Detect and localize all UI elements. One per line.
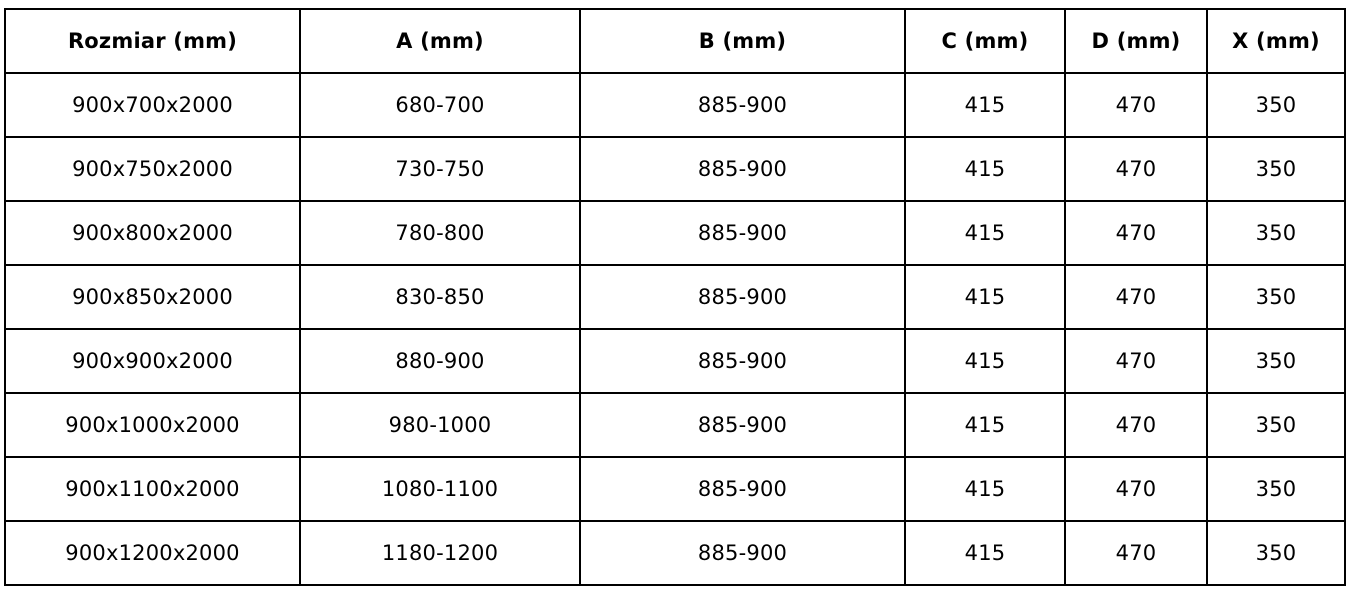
cell-a: 1080-1100 [300, 457, 580, 521]
cell-x: 350 [1207, 201, 1345, 265]
cell-d: 470 [1065, 521, 1207, 585]
cell-d: 470 [1065, 137, 1207, 201]
cell-d: 470 [1065, 201, 1207, 265]
table-row [5, 201, 1345, 265]
cell-b: 885-900 [580, 73, 905, 137]
cell-size: 900x900x2000 [5, 329, 300, 393]
cell-x: 350 [1207, 329, 1345, 393]
cell-size: 900x850x2000 [5, 265, 300, 329]
cell-d: 470 [1065, 265, 1207, 329]
cell-size: 900x800x2000 [5, 201, 300, 265]
column-header-x: X (mm) [1207, 9, 1345, 73]
column-header-c: C (mm) [905, 9, 1065, 73]
cell-c: 415 [905, 265, 1065, 329]
table-row [5, 329, 1345, 393]
cell-size: 900x1100x2000 [5, 457, 300, 521]
cell-c: 415 [905, 201, 1065, 265]
column-header-b: B (mm) [580, 9, 905, 73]
cell-x: 350 [1207, 457, 1345, 521]
cell-d: 470 [1065, 393, 1207, 457]
specification-table-container [0, 8, 1355, 601]
cell-size: 900x1200x2000 [5, 521, 300, 585]
cell-b: 885-900 [580, 521, 905, 585]
cell-c: 415 [905, 393, 1065, 457]
cell-x: 350 [1207, 137, 1345, 201]
cell-x: 350 [1207, 265, 1345, 329]
cell-a: 680-700 [300, 73, 580, 137]
cell-c: 415 [905, 137, 1065, 201]
cell-size: 900x700x2000 [5, 73, 300, 137]
cell-a: 730-750 [300, 137, 580, 201]
cell-c: 415 [905, 457, 1065, 521]
cell-b: 885-900 [580, 393, 905, 457]
specification-table [4, 8, 1346, 586]
cell-b: 885-900 [580, 329, 905, 393]
table-header-row [5, 9, 1345, 73]
cell-b: 885-900 [580, 457, 905, 521]
cell-c: 415 [905, 521, 1065, 585]
cell-b: 885-900 [580, 137, 905, 201]
column-header-a: A (mm) [300, 9, 580, 73]
table-row [5, 73, 1345, 137]
cell-size: 900x1000x2000 [5, 393, 300, 457]
cell-c: 415 [905, 73, 1065, 137]
table-row [5, 457, 1345, 521]
cell-a: 1180-1200 [300, 521, 580, 585]
cell-c: 415 [905, 329, 1065, 393]
cell-b: 885-900 [580, 201, 905, 265]
table-row [5, 521, 1345, 585]
cell-a: 830-850 [300, 265, 580, 329]
cell-a: 780-800 [300, 201, 580, 265]
cell-x: 350 [1207, 393, 1345, 457]
cell-x: 350 [1207, 73, 1345, 137]
table-row [5, 265, 1345, 329]
cell-d: 470 [1065, 329, 1207, 393]
cell-d: 470 [1065, 457, 1207, 521]
column-header-size: Rozmiar (mm) [5, 9, 300, 73]
table-row [5, 393, 1345, 457]
column-header-d: D (mm) [1065, 9, 1207, 73]
table-body [5, 73, 1345, 585]
cell-b: 885-900 [580, 265, 905, 329]
cell-a: 880-900 [300, 329, 580, 393]
table-header [5, 9, 1345, 73]
table-row [5, 137, 1345, 201]
cell-d: 470 [1065, 73, 1207, 137]
cell-a: 980-1000 [300, 393, 580, 457]
cell-size: 900x750x2000 [5, 137, 300, 201]
cell-x: 350 [1207, 521, 1345, 585]
